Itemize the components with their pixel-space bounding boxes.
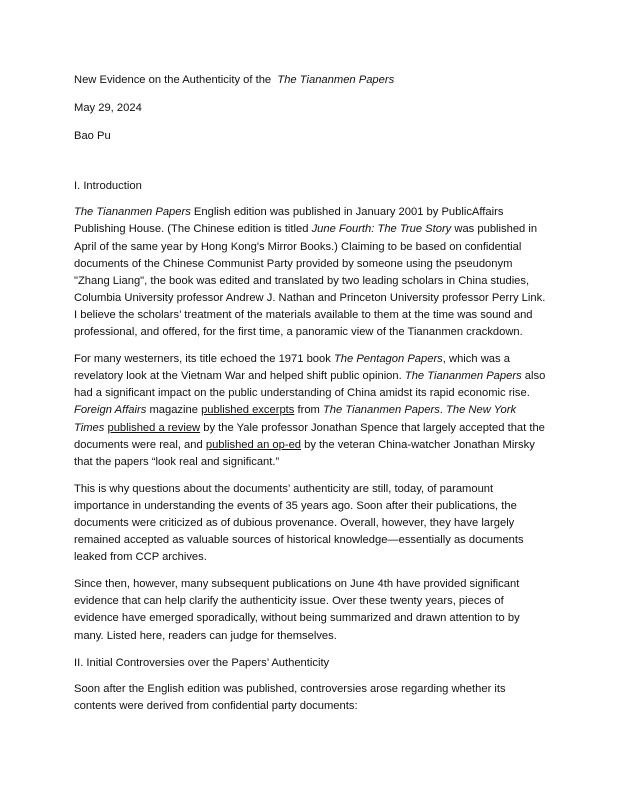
- paragraph-1: [74, 204, 546, 341]
- paragraph-4: Since then, however, many subsequent publications on June 4th have provided significant evidence that can help clarify the authenticity issue. Over these twenty years, pieces of evidence have emerged sporadically, without being summarized and drawn attention to by many. Listed here, readers can judge for themselves.: [74, 578, 520, 642]
- text-run: also had a significant impact on the public understanding of China amidst its rapid economic rise.: [74, 370, 546, 400]
- link-published-review[interactable]: published a review: [107, 421, 201, 434]
- document-date: May 29, 2024: [74, 102, 142, 115]
- book-title: The Tiananmen Papers: [74, 206, 191, 219]
- text-run: by the Yale professor Jonathan Spence that largely accepted that the documents were real, and: [74, 421, 545, 451]
- link-published-op-ed[interactable]: published an op-ed: [205, 438, 302, 451]
- title-text: New Evidence on the Authenticity of the: [74, 74, 272, 86]
- document-title: [74, 72, 546, 89]
- text-run: was published in April of the same year by Hong Kong's Mirror Books.) Claiming to be based on confidential documents of the Chinese Communist Party provided by someone using the pseudonym "Zhang Liang", the book was edited and translated by two leading scholars in China studies, Columbia University professor Andrew J. Nathan and Princeton University professor Perry Link. I believe the scholars’ treatment of the materials available to them at the time was sound and professional, and offered, for the first time, a panoramic view of the Tiananmen crackdown.: [74, 223, 546, 339]
- text-run: .: [439, 404, 447, 417]
- publication-name: Foreign Affairs: [74, 404, 147, 417]
- text-run: , which was a revelatory look at the Vietnam War and helped shift public opinion.: [74, 353, 510, 383]
- link-published-excerpts[interactable]: published excerpts: [201, 404, 295, 417]
- section-heading-controversies: II. Initial Controversies over the Papers’ Authenticity: [74, 656, 330, 669]
- book-title: The Tiananmen Papers: [404, 370, 522, 383]
- document-author: Bao Pu: [74, 130, 111, 143]
- publication-name: The New York Times: [74, 404, 517, 434]
- text-run: from: [294, 404, 323, 417]
- text-run: For many westerners, its title echoed the 1971 book: [74, 353, 334, 366]
- text-run: magazine: [146, 404, 202, 417]
- section-heading-introduction: I. Introduction: [74, 180, 142, 193]
- book-title: The Tiananmen Papers: [322, 404, 440, 417]
- paragraph-2: [74, 351, 546, 471]
- paragraph-3: This is why questions about the documents’ authenticity are still, today, of paramount importance in understanding the events of 35 years ago. Soon after their publications, the documents were criticized as of dubious provenance. Overall, however, they have largely remained accepted as valuable sources of historical knowledge—essentially as documents leaked from CCP archives.: [74, 482, 524, 564]
- book-title: The Pentagon Papers: [333, 353, 443, 366]
- paragraph-5: Soon after the English edition was published, controversies arose regarding whether its contents were derived from confidential party documents:: [74, 682, 506, 712]
- text-run: by the veteran China-watcher Jonathan Mirsky that the papers “look real and significant.”: [74, 438, 535, 468]
- text-run: English edition was published in January 2001 by PublicAffairs Publishing House. (The Chinese edition is titled: [74, 206, 504, 236]
- book-title: June Fourth: The True Story: [311, 223, 452, 236]
- document-page: [74, 72, 546, 725]
- title-book-name: The Tiananmen Papers: [277, 74, 395, 86]
